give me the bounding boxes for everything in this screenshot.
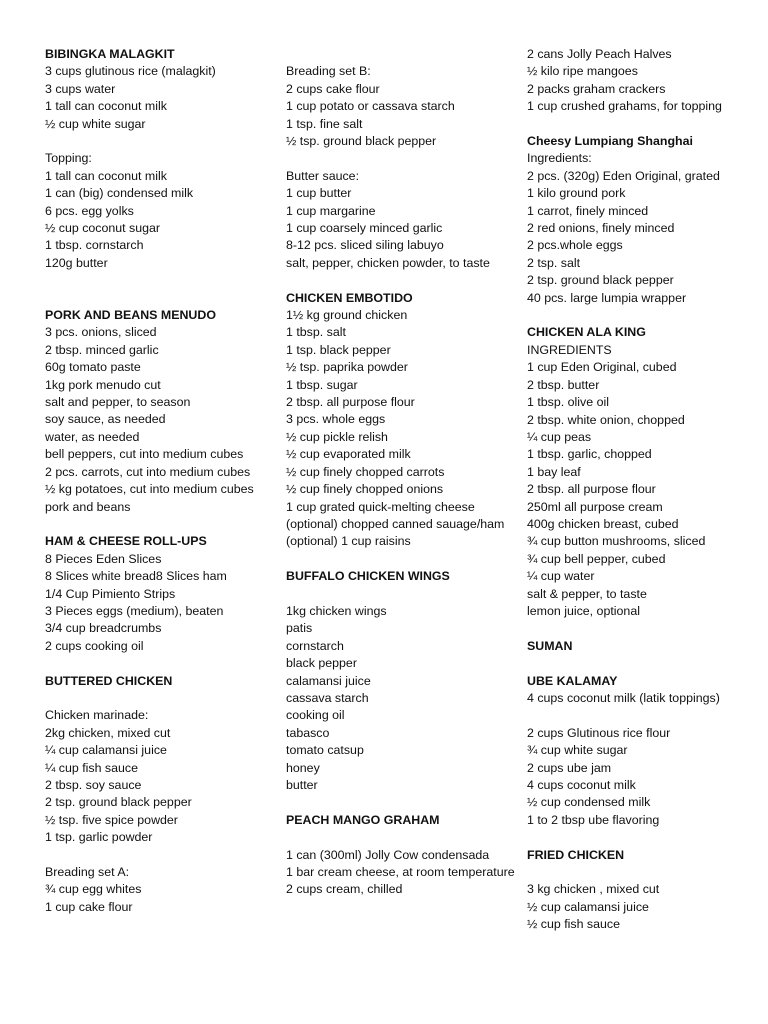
- ingredient-line: Breading set B:: [286, 64, 371, 79]
- ingredient-line: Ingredients:: [527, 151, 592, 166]
- ingredient-line: water, as needed: [45, 429, 140, 444]
- ingredient-line: butter: [286, 777, 318, 792]
- ingredient-line: 1 cup butter: [286, 186, 352, 201]
- ingredient-line: 1 tsp. fine salt: [286, 116, 363, 131]
- blank-line: [527, 655, 763, 672]
- ingredient-line: 1 cup cake flour: [45, 899, 133, 914]
- ingredient-line: 1 carrot, finely minced: [527, 203, 649, 218]
- ingredient-line: ½ cup white sugar: [45, 116, 146, 131]
- blank-line: [286, 272, 522, 289]
- recipe-heading: PORK AND BEANS MENUDO: [45, 308, 216, 323]
- ingredient-line: 1 tall can coconut milk: [45, 168, 167, 183]
- column-2: [286, 46, 522, 899]
- ingredient-line: 1/4 Cup Pimiento Strips: [45, 586, 176, 601]
- ingredient-line: cassava starch: [286, 690, 369, 705]
- ingredient-line: pork and beans: [45, 499, 131, 514]
- recipe-heading: HAM & CHEESE ROLL-UPS: [45, 534, 207, 549]
- ingredient-line: 400g chicken breast, cubed: [527, 516, 679, 531]
- blank-line: [45, 516, 281, 533]
- ingredient-line: 3 Pieces eggs (medium), beaten: [45, 603, 224, 618]
- ingredient-line: 40 pcs. large lumpia wrapper: [527, 290, 687, 305]
- ingredient-line: honey: [286, 760, 320, 775]
- recipe-heading: FRIED CHICKEN: [527, 847, 625, 862]
- ingredient-line: 1 tbsp. cornstarch: [45, 238, 144, 253]
- ingredient-line: ½ tsp. paprika powder: [286, 360, 408, 375]
- ingredient-line: 8 Slices white bread8 Slices ham: [45, 569, 227, 584]
- blank-line: [45, 655, 281, 672]
- ingredient-line: patis: [286, 621, 313, 636]
- ingredient-line: bell peppers, cut into medium cubes: [45, 447, 244, 462]
- blank-line: [527, 707, 763, 724]
- recipe-heading: BUTTERED CHICKEN: [45, 673, 173, 688]
- ingredient-line: 1 cup margarine: [286, 203, 376, 218]
- ingredient-line: 1 tbsp. olive oil: [527, 395, 609, 410]
- ingredient-line: 2 pcs. (320g) Eden Original, grated: [527, 168, 720, 183]
- ingredient-line: 2 tbsp. all purpose flour: [286, 395, 415, 410]
- ingredient-line: salt & pepper, to taste: [527, 586, 647, 601]
- ingredient-line: ½ cup finely chopped carrots: [286, 464, 445, 479]
- blank-line: [45, 290, 281, 307]
- recipe-heading: BIBINGKA MALAGKIT: [45, 47, 175, 61]
- ingredient-line: 120g butter: [45, 255, 108, 270]
- ingredient-line: 1kg chicken wings: [286, 603, 387, 618]
- ingredient-line: 1 bar cream cheese, at room temperature: [286, 864, 515, 879]
- ingredient-line: 2 tsp. ground black pepper: [45, 795, 192, 810]
- ingredient-line: ½ tsp. ground black pepper: [286, 134, 437, 149]
- ingredient-line: 2kg chicken, mixed cut: [45, 725, 171, 740]
- ingredient-line: ½ cup fish sauce: [527, 917, 620, 932]
- ingredient-line: (optional) chopped canned sauage/ham: [286, 516, 505, 531]
- ingredient-line: 1 bay leaf: [527, 464, 581, 479]
- ingredient-line: ½ cup finely chopped onions: [286, 482, 444, 497]
- ingredient-line: ½ kg potatoes, cut into medium cubes: [45, 482, 254, 497]
- ingredient-line: 1 tall can coconut milk: [45, 99, 167, 114]
- blank-line: [286, 150, 522, 167]
- ingredient-line: ½ tsp. five spice powder: [45, 812, 178, 827]
- ingredient-line: ½ cup coconut sugar: [45, 221, 161, 236]
- ingredient-line: 2 red onions, finely minced: [527, 221, 675, 236]
- ingredient-line: 4 cups coconut milk: [527, 777, 636, 792]
- recipe-heading: CHICKEN ALA KING: [527, 325, 646, 340]
- blank-line: [286, 46, 522, 63]
- ingredient-line: 1 tsp. garlic powder: [45, 830, 153, 845]
- ingredient-line: ½ cup condensed milk: [527, 795, 651, 810]
- blank-line: [45, 133, 281, 150]
- blank-line: [286, 551, 522, 568]
- ingredient-line: 2 cups cooking oil: [45, 638, 144, 653]
- ingredient-line: 2 tbsp. minced garlic: [45, 342, 159, 357]
- ingredient-line: ¼ cup fish sauce: [45, 760, 138, 775]
- ingredient-line: 3 pcs. whole eggs: [286, 412, 386, 427]
- recipe-heading: BUFFALO CHICKEN WINGS: [286, 569, 450, 584]
- blank-line: [286, 829, 522, 846]
- blank-line: [527, 116, 763, 133]
- ingredient-line: 1 can (300ml) Jolly Cow condensada: [286, 847, 490, 862]
- blank-line: [527, 829, 763, 846]
- blank-line: [286, 794, 522, 811]
- ingredient-line: 1 cup coarsely minced garlic: [286, 221, 443, 236]
- ingredient-line: cooking oil: [286, 708, 345, 723]
- ingredient-line: 2 packs graham crackers: [527, 81, 666, 96]
- ingredient-line: 2 tbsp. soy sauce: [45, 777, 142, 792]
- ingredient-line: cornstarch: [286, 638, 344, 653]
- ingredient-line: ¾ cup egg whites: [45, 882, 142, 897]
- ingredient-line: 2 pcs.whole eggs: [527, 238, 623, 253]
- ingredient-line: 1 tbsp. garlic, chopped: [527, 447, 652, 462]
- ingredient-line: ¾ cup bell pepper, cubed: [527, 551, 666, 566]
- recipe-heading: PEACH MANGO GRAHAM: [286, 812, 440, 827]
- ingredient-line: 8 Pieces Eden Slices: [45, 551, 162, 566]
- ingredient-line: 3 cups water: [45, 81, 116, 96]
- ingredient-line: 2 cups Glutinous rice flour: [527, 725, 671, 740]
- ingredient-line: 1 cup grated quick-melting cheese: [286, 499, 475, 514]
- ingredient-line: 1 to 2 tbsp ube flavoring: [527, 812, 660, 827]
- recipe-heading: CHICKEN EMBOTIDO: [286, 290, 413, 305]
- ingredient-line: ¼ cup calamansi juice: [45, 743, 167, 758]
- ingredient-line: black pepper: [286, 656, 357, 671]
- ingredient-line: calamansi juice: [286, 673, 371, 688]
- ingredient-line: 1 tbsp. salt: [286, 325, 346, 340]
- ingredient-line: ½ cup calamansi juice: [527, 899, 649, 914]
- ingredient-line: 3/4 cup breadcrumbs: [45, 621, 162, 636]
- ingredient-line: Chicken marinade:: [45, 708, 149, 723]
- ingredient-line: 2 cups cream, chilled: [286, 882, 403, 897]
- ingredient-line: tomato catsup: [286, 743, 364, 758]
- ingredient-line: 1 cup crushed grahams, for topping: [527, 99, 722, 114]
- ingredient-line: 1 kilo ground pork: [527, 186, 626, 201]
- blank-line: [45, 847, 281, 864]
- ingredient-line: 2 tbsp. butter: [527, 377, 600, 392]
- ingredient-line: 2 tsp. ground black pepper: [527, 273, 674, 288]
- ingredient-line: 3 kg chicken , mixed cut: [527, 882, 660, 897]
- blank-line: [45, 690, 281, 707]
- ingredient-line: Breading set A:: [45, 864, 130, 879]
- recipe-heading: SUMAN: [527, 638, 573, 653]
- ingredient-line: Topping:: [45, 151, 92, 166]
- ingredient-line: 1 tbsp. sugar: [286, 377, 358, 392]
- blank-line: [527, 864, 763, 881]
- ingredient-line: 3 cups glutinous rice (malagkit): [45, 64, 216, 79]
- ingredient-line: 2 tbsp. white onion, chopped: [527, 412, 685, 427]
- ingredient-line: 2 tbsp. all purpose flour: [527, 482, 656, 497]
- ingredient-line: 1 tsp. black pepper: [286, 342, 391, 357]
- ingredient-line: ½ cup pickle relish: [286, 429, 388, 444]
- ingredient-line: 4 cups coconut milk (latik toppings): [527, 690, 720, 705]
- ingredient-line: 60g tomato paste: [45, 360, 141, 375]
- ingredient-line: 2 cups ube jam: [527, 760, 612, 775]
- ingredient-line: 1½ kg ground chicken: [286, 308, 408, 323]
- ingredient-line: 1 cup potato or cassava starch: [286, 99, 455, 114]
- ingredient-line: 1 can (big) condensed milk: [45, 186, 194, 201]
- ingredient-line: (optional) 1 cup raisins: [286, 534, 411, 549]
- ingredient-line: 6 pcs. egg yolks: [45, 203, 134, 218]
- ingredient-line: 2 pcs. carrots, cut into medium cubes: [45, 464, 251, 479]
- ingredient-line: ¼ cup peas: [527, 429, 592, 444]
- ingredient-line: Butter sauce:: [286, 168, 360, 183]
- ingredient-line: ¼ cup water: [527, 569, 595, 584]
- ingredient-line: 250ml all purpose cream: [527, 499, 663, 514]
- ingredient-line: 1 cup Eden Original, cubed: [527, 360, 677, 375]
- ingredient-line: soy sauce, as needed: [45, 412, 166, 427]
- ingredient-line: 3 pcs. onions, sliced: [45, 325, 157, 340]
- ingredient-line: 1kg pork menudo cut: [45, 377, 161, 392]
- blank-line: [286, 586, 522, 603]
- column-3: [527, 46, 763, 934]
- ingredient-line: ¾ cup button mushrooms, sliced: [527, 534, 706, 549]
- blank-line: [527, 620, 763, 637]
- recipe-heading: UBE KALAMAY: [527, 673, 618, 688]
- column-1: [45, 46, 281, 916]
- ingredient-line: salt, pepper, chicken powder, to taste: [286, 255, 490, 270]
- ingredient-line: 2 cups cake flour: [286, 81, 380, 96]
- ingredient-line: 2 tsp. salt: [527, 255, 581, 270]
- ingredient-line: INGREDIENTS: [527, 342, 612, 357]
- ingredient-line: tabasco: [286, 725, 330, 740]
- ingredient-line: ¾ cup white sugar: [527, 743, 628, 758]
- ingredient-line: 2 cans Jolly Peach Halves: [527, 47, 672, 61]
- ingredient-line: ½ kilo ripe mangoes: [527, 64, 638, 79]
- ingredient-line: salt and pepper, to season: [45, 395, 191, 410]
- recipe-heading: Cheesy Lumpiang Shanghai: [527, 134, 693, 149]
- ingredient-line: 8-12 pcs. sliced siling labuyo: [286, 238, 444, 253]
- blank-line: [527, 307, 763, 324]
- blank-line: [45, 272, 281, 289]
- ingredient-line: ½ cup evaporated milk: [286, 447, 411, 462]
- ingredient-line: lemon juice, optional: [527, 603, 640, 618]
